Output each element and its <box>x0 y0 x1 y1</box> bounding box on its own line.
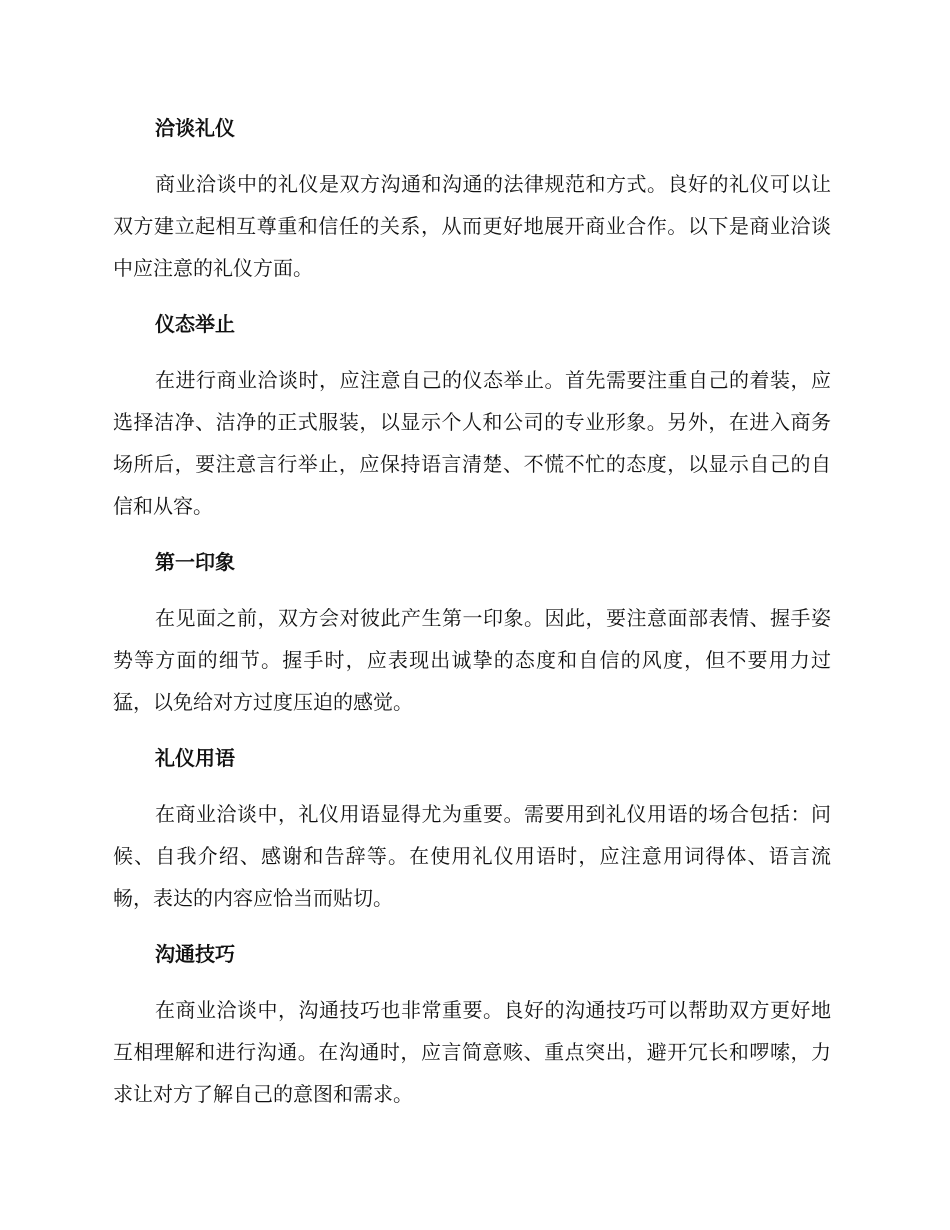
section-heading: 洽谈礼仪 <box>155 116 235 140</box>
section-demeanor <box>113 304 831 527</box>
section-paragraph: 在商业洽谈中，沟通技巧也非常重要。良好的沟通技巧可以帮助双方更好地互相理解和进行沟通。在沟通时，应言简意赅、重点突出，避开冗长和啰嗦，力求让对方了解自己的意图和需求。 <box>113 998 831 1106</box>
section-polite-language <box>113 738 831 919</box>
section-first-impression <box>113 542 831 723</box>
section-paragraph: 商业洽谈中的礼仪是双方沟通和沟通的法律规范和方式。良好的礼仪可以让双方建立起相互尊重和信任的关系，从而更好地展开商业合作。以下是商业洽谈中应注意的礼仪方面。 <box>113 172 831 280</box>
document-page <box>113 108 831 1130</box>
section-paragraph: 在商业洽谈中，礼仪用语显得尤为重要。需要用到礼仪用语的场合包括：问候、自我介绍、感谢和告辞等。在使用礼仪用语时，应注意用词得体、语言流畅，表达的内容应恰当而贴切。 <box>113 802 831 910</box>
section-communication-skills <box>113 934 831 1115</box>
section-heading: 仪态举止 <box>155 312 235 336</box>
section-etiquette <box>113 108 831 289</box>
section-paragraph: 在见面之前，双方会对彼此产生第一印象。因此，要注意面部表情、握手姿势等方面的细节。握手时，应表现出诚挚的态度和自信的风度，但不要用力过猛，以免给对方过度压迫的感觉。 <box>113 606 831 714</box>
section-heading: 礼仪用语 <box>155 746 235 770</box>
section-heading: 沟通技巧 <box>155 942 235 966</box>
section-paragraph: 在进行商业洽谈时，应注意自己的仪态举止。首先需要注重自己的着装，应选择洁净、洁净的正式服装，以显示个人和公司的专业形象。另外，在进入商务场所后，要注意言行举止，应保持语言清楚、不慌不忙的态度，以显示自己的自信和从容。 <box>113 368 831 518</box>
section-heading: 第一印象 <box>155 550 235 574</box>
